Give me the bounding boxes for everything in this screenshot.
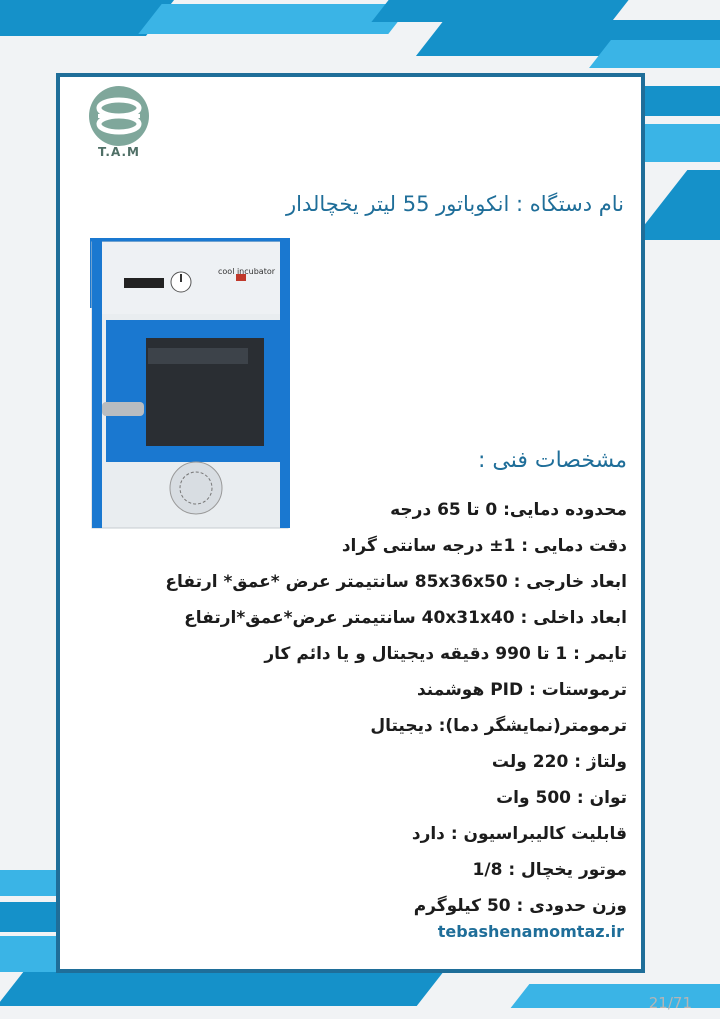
decor-stripe [0,972,443,1006]
spec-item: وزن حدودی : 50 کیلوگرم [413,896,627,916]
spec-item: موتور یخچال : 1/8 [472,860,627,880]
website-link[interactable]: tebashenamomtaz.ir [437,922,624,941]
spec-item: محدوده دمایی: 0 تا 65 درجه [390,500,627,520]
decor-stripe [138,4,411,34]
spec-item: توان : 500 وات [496,788,627,808]
panel-label: cool incubator [218,267,276,276]
spec-item: ترمومتر(نمایشگر دما): دیجیتال [370,716,627,736]
decor-stripe [371,0,628,22]
decor-stripe [633,170,720,240]
spec-item: ابعاد خارجی : 85x36x50 سانتیمتر عرض *عمق* ارتفاع [165,572,627,592]
specs-heading: مشخصات فنی : [478,448,627,473]
spec-item: دقت دمایی : 1± درجه سانتی گراد [341,536,627,556]
spec-item: قابلیت کالیبراسیون : دارد [411,824,627,844]
spec-item: تایمر : 1 تا 990 دقیقه دیجیتال و یا دائم کار [264,644,627,664]
page-indicator: 21/71 [648,994,692,1012]
page-title: نام دستگاه : انکوباتور 55 لیتر یخچالدار [285,192,624,216]
spec-item: ترموستات : PID هوشمند [416,680,627,700]
spec-item: ابعاد داخلی : 40x31x40 سانتیمتر عرض*عمق*ارتفاع [184,608,627,628]
spec-item: ولتاژ : 220 ولت [491,752,627,772]
logo-text: T.A.M [98,145,140,159]
incubator-image [86,238,296,530]
specs-list [165,492,627,924]
decor-stripe [589,40,720,68]
